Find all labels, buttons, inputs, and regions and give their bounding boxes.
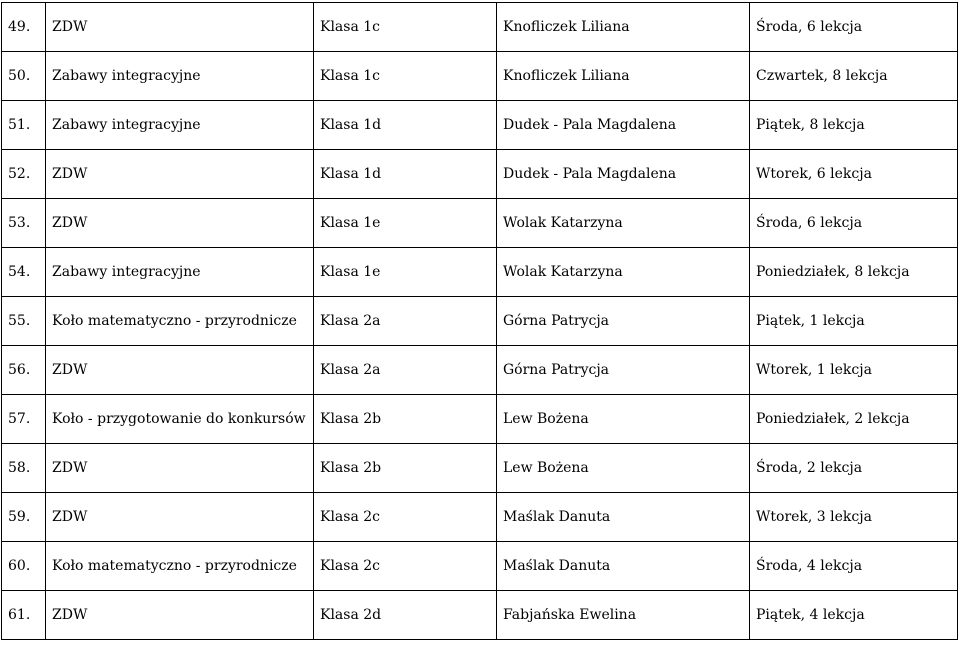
schedule-table-body <box>2 3 958 640</box>
table-row <box>2 542 958 591</box>
teacher-cell: Dudek - Pala Magdalena <box>497 150 750 199</box>
class-cell: Klasa 1d <box>314 150 497 199</box>
teacher-cell: Wolak Katarzyna <box>497 199 750 248</box>
class-cell: Klasa 1d <box>314 101 497 150</box>
row-number-cell: 52. <box>2 150 46 199</box>
time-cell: Wtorek, 6 lekcja <box>750 150 958 199</box>
subject-cell: ZDW <box>46 3 314 52</box>
class-cell: Klasa 1e <box>314 248 497 297</box>
teacher-cell: Górna Patrycja <box>497 346 750 395</box>
table-row <box>2 248 958 297</box>
class-cell: Klasa 2b <box>314 444 497 493</box>
schedule-table <box>1 2 958 640</box>
class-cell: Klasa 1c <box>314 3 497 52</box>
subject-cell: Zabawy integracyjne <box>46 52 314 101</box>
table-row <box>2 493 958 542</box>
table-row <box>2 52 958 101</box>
row-number-cell: 50. <box>2 52 46 101</box>
row-number-cell: 60. <box>2 542 46 591</box>
teacher-cell: Wolak Katarzyna <box>497 248 750 297</box>
subject-cell: Koło matematyczno - przyrodnicze <box>46 297 314 346</box>
table-row <box>2 591 958 640</box>
class-cell: Klasa 2a <box>314 346 497 395</box>
row-number-cell: 59. <box>2 493 46 542</box>
class-cell: Klasa 2a <box>314 297 497 346</box>
teacher-cell: Knofliczek Liliana <box>497 3 750 52</box>
row-number-cell: 55. <box>2 297 46 346</box>
subject-cell: Koło matematyczno - przyrodnicze <box>46 542 314 591</box>
teacher-cell: Dudek - Pala Magdalena <box>497 101 750 150</box>
subject-cell: ZDW <box>46 591 314 640</box>
row-number-cell: 58. <box>2 444 46 493</box>
table-row <box>2 150 958 199</box>
teacher-cell: Lew Bożena <box>497 444 750 493</box>
subject-cell: Zabawy integracyjne <box>46 248 314 297</box>
subject-cell: ZDW <box>46 346 314 395</box>
table-row <box>2 297 958 346</box>
table-row <box>2 3 958 52</box>
row-number-cell: 61. <box>2 591 46 640</box>
row-number-cell: 51. <box>2 101 46 150</box>
table-row <box>2 101 958 150</box>
class-cell: Klasa 2b <box>314 395 497 444</box>
row-number-cell: 53. <box>2 199 46 248</box>
time-cell: Wtorek, 1 lekcja <box>750 346 958 395</box>
time-cell: Środa, 6 lekcja <box>750 3 958 52</box>
time-cell: Poniedziałek, 8 lekcja <box>750 248 958 297</box>
class-cell: Klasa 2c <box>314 542 497 591</box>
table-row <box>2 395 958 444</box>
time-cell: Wtorek, 3 lekcja <box>750 493 958 542</box>
time-cell: Środa, 4 lekcja <box>750 542 958 591</box>
subject-cell: ZDW <box>46 493 314 542</box>
table-row <box>2 444 958 493</box>
subject-cell: Koło - przygotowanie do konkursów <box>46 395 314 444</box>
row-number-cell: 56. <box>2 346 46 395</box>
teacher-cell: Lew Bożena <box>497 395 750 444</box>
row-number-cell: 54. <box>2 248 46 297</box>
teacher-cell: Maślak Danuta <box>497 493 750 542</box>
subject-cell: ZDW <box>46 150 314 199</box>
time-cell: Środa, 6 lekcja <box>750 199 958 248</box>
time-cell: Piątek, 1 lekcja <box>750 297 958 346</box>
teacher-cell: Górna Patrycja <box>497 297 750 346</box>
row-number-cell: 57. <box>2 395 46 444</box>
teacher-cell: Maślak Danuta <box>497 542 750 591</box>
subject-cell: ZDW <box>46 199 314 248</box>
class-cell: Klasa 2c <box>314 493 497 542</box>
row-number-cell: 49. <box>2 3 46 52</box>
teacher-cell: Knofliczek Liliana <box>497 52 750 101</box>
class-cell: Klasa 1c <box>314 52 497 101</box>
time-cell: Piątek, 4 lekcja <box>750 591 958 640</box>
time-cell: Poniedziałek, 2 lekcja <box>750 395 958 444</box>
time-cell: Czwartek, 8 lekcja <box>750 52 958 101</box>
subject-cell: ZDW <box>46 444 314 493</box>
class-cell: Klasa 2d <box>314 591 497 640</box>
subject-cell: Zabawy integracyjne <box>46 101 314 150</box>
table-row <box>2 346 958 395</box>
time-cell: Środa, 2 lekcja <box>750 444 958 493</box>
teacher-cell: Fabjańska Ewelina <box>497 591 750 640</box>
class-cell: Klasa 1e <box>314 199 497 248</box>
time-cell: Piątek, 8 lekcja <box>750 101 958 150</box>
table-row <box>2 199 958 248</box>
